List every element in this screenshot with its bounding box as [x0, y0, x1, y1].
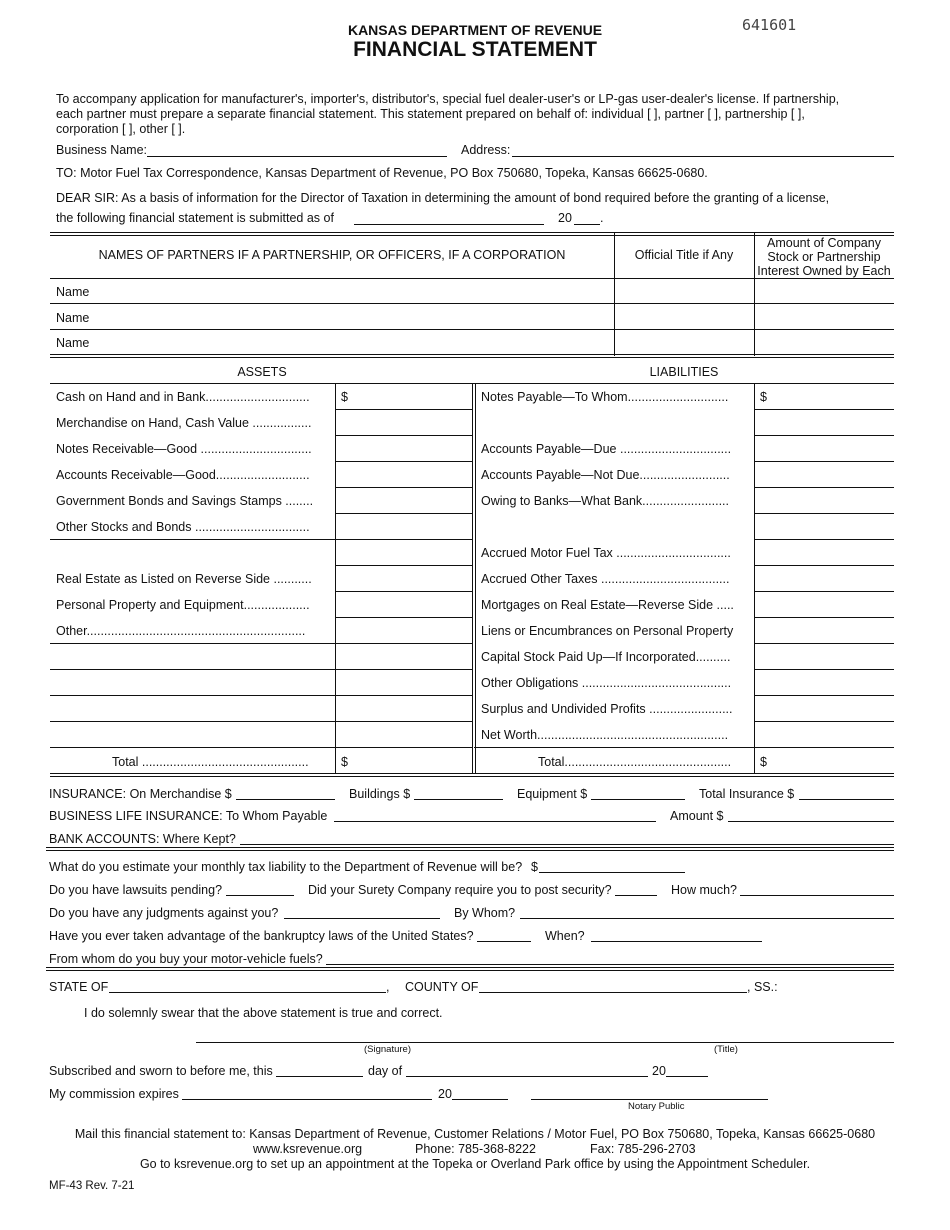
- liabilities-amount-cell[interactable]: [754, 591, 894, 592]
- assets-amount-cell[interactable]: [335, 539, 472, 540]
- title-caption: (Title): [714, 1044, 738, 1055]
- assets-amount-cell[interactable]: [335, 487, 472, 488]
- statement-year-field[interactable]: [574, 224, 600, 225]
- liabilities-amount-cell[interactable]: [754, 669, 894, 670]
- liabilities-item-label: Accounts Payable—Due ................................: [481, 442, 732, 456]
- tax-liability-question: What do you estimate your monthly tax liability to the Department of Revenue will be?: [49, 860, 523, 874]
- signature-line[interactable]: [196, 1042, 894, 1043]
- partner-name-label-1: Name: [56, 285, 90, 299]
- lawsuits-field[interactable]: [226, 895, 294, 896]
- liabilities-item-label: Net Worth.......................................................: [481, 728, 729, 742]
- liabilities-item-label: Other Obligations ...........................................: [481, 676, 732, 690]
- liabilities-amount-cell[interactable]: [754, 617, 894, 618]
- liabilities-first-dollar: $: [760, 390, 767, 404]
- state-field[interactable]: [109, 992, 386, 993]
- judgments-question: Do you have any judgments against you?: [49, 906, 279, 920]
- commission-year-prefix: 20: [438, 1087, 452, 1101]
- subscribed-year-prefix: 20: [652, 1064, 666, 1078]
- judgments-field[interactable]: [284, 918, 440, 919]
- assets-amount-cell[interactable]: [335, 669, 472, 670]
- assets-amount-cell[interactable]: [335, 643, 472, 644]
- how-much-field[interactable]: [740, 895, 894, 896]
- balance-center-divider: [472, 383, 476, 773]
- notary-signature-line[interactable]: [531, 1099, 768, 1100]
- day-of-label: day of: [368, 1064, 403, 1078]
- by-whom-field[interactable]: [520, 918, 894, 919]
- commission-year-field[interactable]: [452, 1099, 508, 1100]
- assets-item-label: Government Bonds and Savings Stamps ........: [56, 494, 314, 508]
- assets-row-line: [50, 539, 335, 540]
- tax-liability-dollar: $: [531, 860, 538, 874]
- ss-label: , SS.:: [747, 980, 778, 994]
- liabilities-item-label: Owing to Banks—What Bank.........................: [481, 494, 730, 508]
- partners-col-stock-header-2: Stock or Partnership: [767, 250, 881, 264]
- fuel-supplier-field[interactable]: [326, 964, 894, 965]
- partners-header-rule: [50, 278, 894, 279]
- assets-item-label: Other Stocks and Bonds .................................: [56, 520, 310, 534]
- assets-amount-cell[interactable]: [335, 695, 472, 696]
- partner-name-label-3: Name: [56, 336, 90, 350]
- liabilities-amount-cell[interactable]: [754, 513, 894, 514]
- page-title: FINANCIAL STATEMENT: [353, 38, 597, 61]
- partner-row-line[interactable]: [50, 303, 894, 304]
- assets-amount-cell[interactable]: [335, 409, 472, 410]
- liabilities-total-dollar: $: [760, 755, 767, 769]
- assets-amount-cell[interactable]: [335, 721, 472, 722]
- bankruptcy-question: Have you ever taken advantage of the bankruptcy laws of the United States?: [49, 929, 474, 943]
- assets-item-label: Personal Property and Equipment...................: [56, 598, 310, 612]
- agency-name: KANSAS DEPARTMENT OF REVENUE: [347, 22, 603, 38]
- dear-sir-line-1: DEAR SIR: As a basis of information for the Director of Taxation in determining the amount of bond required before the granting of a license,: [56, 191, 830, 205]
- partners-col-title-header: Official Title if Any: [634, 248, 734, 262]
- assets-amount-cell[interactable]: [335, 591, 472, 592]
- intro-line-2: each partner must prepare a separate financial statement. This statement prepared on behalf of: individual [ ], partner [ ], partnership [ ],: [56, 107, 805, 121]
- address-field[interactable]: [512, 156, 894, 157]
- liabilities-heading: LIABILITIES: [649, 365, 719, 379]
- assets-total-label: Total ................................................: [112, 755, 309, 769]
- assets-item-label: Accounts Receivable—Good...........................: [56, 468, 310, 482]
- assets-amount-cell[interactable]: [335, 461, 472, 462]
- assets-row-line[interactable]: [50, 669, 335, 670]
- assets-amount-cell[interactable]: [335, 617, 472, 618]
- form-number: 641601: [742, 16, 797, 34]
- commission-label: My commission expires: [49, 1087, 179, 1101]
- liabilities-amount-cell[interactable]: [754, 435, 894, 436]
- by-whom-label: By Whom?: [454, 906, 516, 920]
- intro-line-3: corporation [ ], other [ ].: [56, 122, 186, 136]
- assets-row-line[interactable]: [50, 721, 335, 722]
- liabilities-amount-cell[interactable]: [754, 721, 894, 722]
- bankruptcy-field[interactable]: [477, 941, 531, 942]
- assets-total-dollar: $: [341, 755, 348, 769]
- subscribed-year-field[interactable]: [666, 1076, 708, 1077]
- lawsuits-question: Do you have lawsuits pending?: [49, 883, 223, 897]
- liabilities-item-label: Accrued Motor Fuel Tax .................................: [481, 546, 731, 560]
- liabilities-total-label: Total................................................: [538, 755, 732, 769]
- liabilities-item-label: Mortgages on Real Estate—Reverse Side .....: [481, 598, 734, 612]
- to-line: TO: Motor Fuel Tax Correspondence, Kansas Department of Revenue, PO Box 750680, Topeka, Kansas 66625-0680.: [56, 166, 708, 180]
- life-insurance-label: BUSINESS LIFE INSURANCE: To Whom Payable: [49, 809, 328, 823]
- fuel-supplier-question: From whom do you buy your motor-vehicle fuels?: [49, 952, 323, 966]
- liabilities-row-line: [474, 747, 754, 748]
- assets-heading: ASSETS: [237, 365, 287, 379]
- assets-amount-cell[interactable]: [335, 513, 472, 514]
- liabilities-amount-cell[interactable]: [754, 643, 894, 644]
- when-field[interactable]: [591, 941, 762, 942]
- insurance-merch-field[interactable]: [236, 799, 335, 800]
- liabilities-amount-cell[interactable]: [754, 565, 894, 566]
- liabilities-amount-cell[interactable]: [754, 695, 894, 696]
- liabilities-item-label: Liens or Encumbrances on Personal Property: [481, 624, 734, 638]
- liabilities-item-label: Accounts Payable—Not Due..........................: [481, 468, 730, 482]
- liabilities-amount-cell[interactable]: [754, 487, 894, 488]
- address-label: Address:: [461, 143, 511, 157]
- surety-question: Did your Surety Company require you to post security?: [308, 883, 612, 897]
- questions-bottom-rule: [46, 967, 894, 971]
- intro-line-1: To accompany application for manufacturer's, importer's, distributor's, special fuel dealer-user's or LP-gas user-dealer's license. If partnership,: [56, 92, 840, 106]
- subscribed-month-field[interactable]: [406, 1076, 648, 1077]
- liabilities-amount-cell[interactable]: [754, 409, 894, 410]
- liabilities-item-label: Notes Payable—To Whom.............................: [481, 390, 729, 404]
- partners-col-names-header: NAMES OF PARTNERS IF A PARTNERSHIP, OR OFFICERS, IF A CORPORATION: [98, 248, 566, 262]
- insurance-total-field[interactable]: [799, 799, 894, 800]
- liabilities-item-label: Capital Stock Paid Up—If Incorporated..........: [481, 650, 731, 664]
- oath-statement: I do solemnly swear that the above statement is true and correct.: [84, 1006, 443, 1020]
- footer-phone: Phone: 785-368-8222: [415, 1142, 536, 1156]
- tax-liability-field[interactable]: [539, 872, 685, 873]
- surety-field[interactable]: [615, 895, 657, 896]
- form-revision: MF-43 Rev. 7-21: [49, 1180, 135, 1192]
- partner-name-label-2: Name: [56, 311, 90, 325]
- assets-item-label: Notes Receivable—Good ................................: [56, 442, 312, 456]
- partners-col-stock-header-1: Amount of Company: [767, 236, 881, 250]
- assets-amount-cell[interactable]: [335, 435, 472, 436]
- county-field[interactable]: [479, 992, 747, 993]
- life-insurance-amount-label: Amount $: [670, 809, 724, 823]
- assets-item-label: Merchandise on Hand, Cash Value .................: [56, 416, 312, 430]
- assets-first-dollar: $: [341, 390, 348, 404]
- county-of-label: COUNTY OF: [405, 980, 479, 994]
- insurance-bottom-rule: [46, 847, 894, 851]
- insurance-buildings-label: Buildings $: [349, 787, 411, 801]
- statement-date-field[interactable]: [354, 224, 544, 225]
- assets-item-label: Cash on Hand and in Bank..............................: [56, 390, 310, 404]
- mail-instructions: Mail this financial statement to: Kansas Department of Revenue, Customer Relations / Motor Fuel, PO Box 750680, Topeka, Kansas 66625-0680: [74, 1127, 876, 1141]
- assets-row-line[interactable]: [50, 643, 335, 644]
- year-prefix: 20: [558, 211, 572, 225]
- assets-amount-cell[interactable]: [335, 565, 472, 566]
- liabilities-amount-cell[interactable]: [754, 539, 894, 540]
- assets-amount-col-divider: [335, 383, 336, 773]
- assets-amount-cell[interactable]: [335, 747, 472, 748]
- notary-caption: Notary Public: [628, 1101, 685, 1112]
- insurance-total-label: Total Insurance $: [699, 787, 795, 801]
- liabilities-amount-cell[interactable]: [754, 747, 894, 748]
- appointment-instructions: Go to ksrevenue.org to set up an appointment at the Topeka or Overland Park office by using the Appointment Scheduler.: [139, 1157, 811, 1171]
- life-insurance-field[interactable]: [334, 821, 656, 822]
- bank-accounts-field[interactable]: [240, 844, 894, 845]
- assets-item-label: Other...............................................................: [56, 624, 306, 638]
- footer-fax: Fax: 785-296-2703: [590, 1142, 696, 1156]
- liabilities-item-label: Surplus and Undivided Profits ........................: [481, 702, 733, 716]
- balance-bottom-rule: [50, 773, 894, 777]
- bank-accounts-label: BANK ACCOUNTS: Where Kept?: [49, 832, 236, 846]
- state-of-label: STATE OF: [49, 980, 109, 994]
- how-much-label: How much?: [671, 883, 737, 897]
- commission-date-field[interactable]: [182, 1099, 432, 1100]
- state-comma: ,: [386, 980, 390, 994]
- dear-sir-line-2: the following financial statement is submitted as of: [56, 211, 334, 225]
- subscribed-label: Subscribed and sworn to before me, this: [49, 1064, 273, 1078]
- business-name-label: Business Name:: [56, 143, 148, 157]
- insurance-equipment-label: Equipment $: [517, 787, 588, 801]
- life-insurance-amount-field[interactable]: [728, 821, 894, 822]
- insurance-equipment-field[interactable]: [591, 799, 685, 800]
- assets-item-label: Real Estate as Listed on Reverse Side ...........: [56, 572, 312, 586]
- liabilities-amount-col-divider: [754, 383, 755, 773]
- partner-row-line[interactable]: [50, 329, 894, 330]
- signature-caption: (Signature): [364, 1044, 411, 1055]
- partners-col-stock-header-3: Interest Owned by Each: [757, 264, 891, 278]
- insurance-merch-label: INSURANCE: On Merchandise $: [49, 787, 232, 801]
- business-name-field[interactable]: [147, 156, 447, 157]
- footer-website[interactable]: www.ksrevenue.org: [253, 1142, 363, 1156]
- assets-row-line[interactable]: [50, 695, 335, 696]
- subscribed-day-field[interactable]: [276, 1076, 363, 1077]
- year-suffix: .: [600, 211, 604, 225]
- assets-row-line[interactable]: [50, 747, 335, 748]
- liabilities-item-label: Accrued Other Taxes .....................................: [481, 572, 730, 586]
- insurance-buildings-field[interactable]: [414, 799, 503, 800]
- partners-table-bottom-rule: [50, 354, 894, 358]
- liabilities-amount-cell[interactable]: [754, 461, 894, 462]
- when-label: When?: [545, 929, 585, 943]
